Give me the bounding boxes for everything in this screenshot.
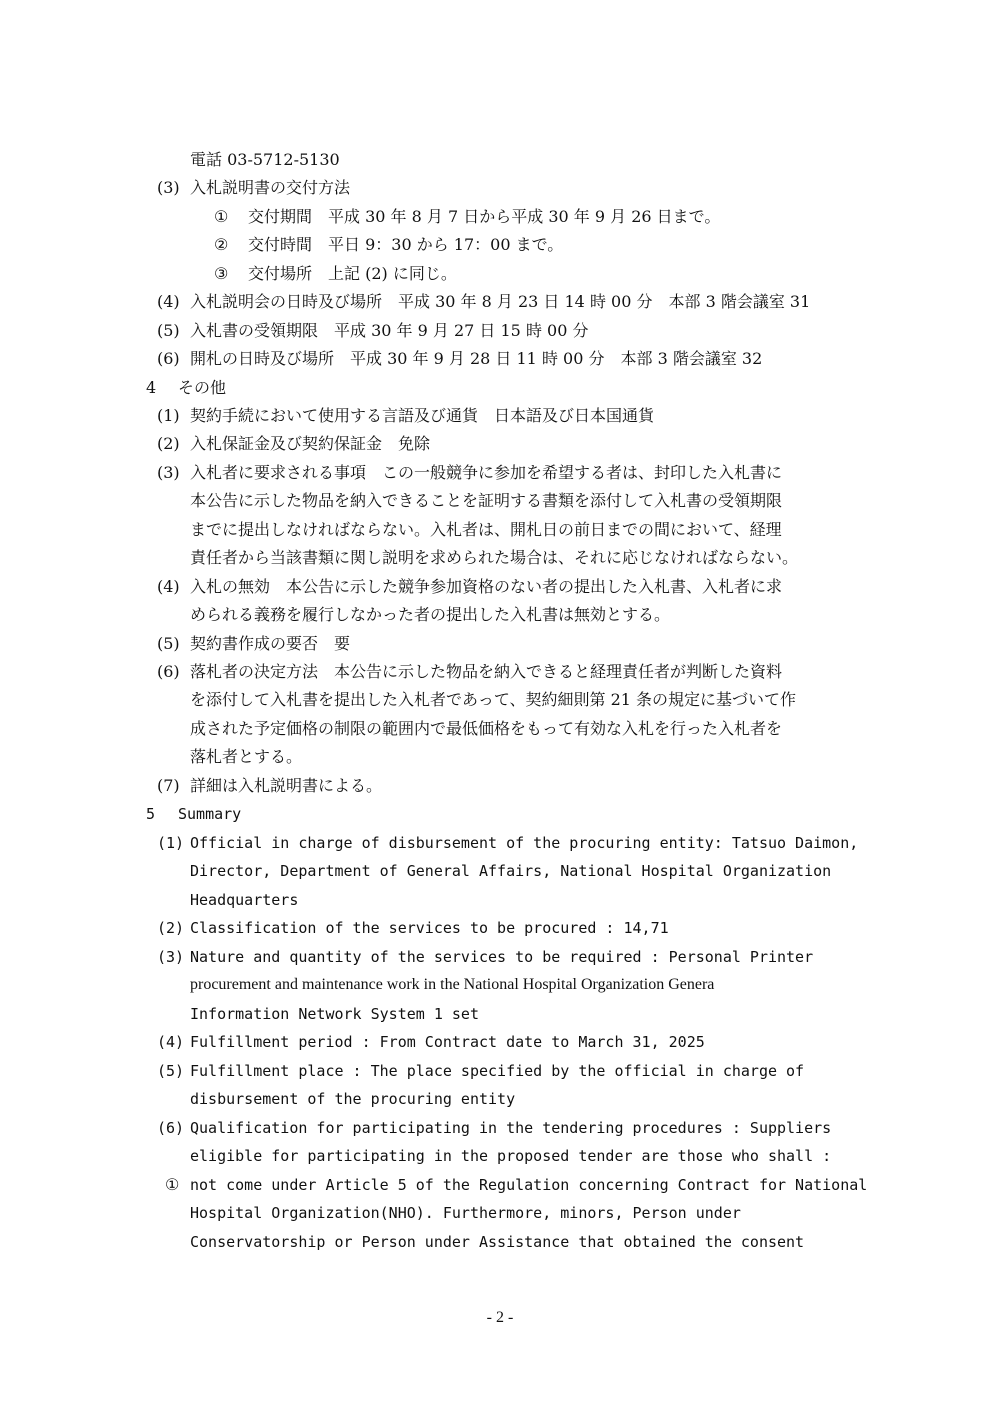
s5-item-4-line-1: Fulfillment period : From Contract date to March 31, 2025 <box>190 1033 705 1051</box>
sub-item-1-number: ① <box>214 207 229 226</box>
s4-item-6-line-1: 落札者の決定方法 本公告に示した物品を納入できると経理責任者が判断した資料 <box>190 662 783 681</box>
s5-item-5-line-1: Fulfillment place : The place specified by the official in charge of <box>190 1062 805 1080</box>
s5-item-1-line-1: Official in charge of disbursement of the procuring entity: Tatsuo Daimon, <box>190 834 859 852</box>
s5-item-6-line-1: Qualification for participating in the tendering procedures : Suppliers <box>190 1119 832 1137</box>
phone-line: 電話 03-5712-5130 <box>190 150 340 169</box>
sub-item-2-text: 交付時間 平日 9：30 から 17：00 まで。 <box>248 235 564 254</box>
s4-item-4-line-1: 入札の無効 本公告に示した競争参加資格のない者の提出した入札書、入札者に求 <box>190 577 783 596</box>
item-3-text: 入札説明書の交付方法 <box>190 178 351 197</box>
s4-item-2-line-1: 入札保証金及び契約保証金 免除 <box>190 434 431 453</box>
item-5-number: (5) <box>157 321 180 340</box>
s5-item-6-number: (6) <box>157 1119 185 1137</box>
s4-item-1-line-1: 契約手続において使用する言語及び通貨 日本語及び日本国通貨 <box>190 406 655 425</box>
page-number: - 2 - <box>486 1309 514 1326</box>
s5-item-3-line-3: Information Network System 1 set <box>190 1005 479 1023</box>
s4-item-4-number: (4) <box>157 577 180 596</box>
sub-item-3-text: 交付場所 上記 (2) に同じ。 <box>248 264 457 283</box>
s5-item-3-line-2: procurement and maintenance work in the National Hospital Organization Genera <box>190 976 715 993</box>
s5-item-2-number: (2) <box>157 919 185 937</box>
s5-item-1-line-3: Headquarters <box>190 891 299 909</box>
sub-item-3-number: ③ <box>214 264 229 283</box>
item-4-text: 入札説明会の日時及び場所 平成 30 年 8 月 23 日 14 時 00 分 本部 3 階会議室 31 <box>190 292 811 311</box>
s5-sub-item-1-number: ① <box>165 1175 180 1194</box>
section-5-title: Summary <box>178 805 242 823</box>
s5-sub-item-1-line-3: Conservatorship or Person under Assistance that obtained the consent <box>190 1233 805 1251</box>
s4-item-3-line-4: 責任者から当該書類に関し説明を求められた場合は、それに応じなければならない。 <box>190 548 799 567</box>
s4-item-2-number: (2) <box>157 434 180 453</box>
s5-item-3-number: (3) <box>157 948 185 966</box>
item-3-number: (3) <box>157 178 180 197</box>
section-4-number: 4 <box>146 378 157 397</box>
s5-item-1-number: (1) <box>157 834 185 852</box>
sub-item-1-text: 交付期間 平成 30 年 8 月 7 日から平成 30 年 9 月 26 日まで。 <box>248 207 721 226</box>
s4-item-6-number: (6) <box>157 662 180 681</box>
sub-item-2-number: ② <box>214 235 229 254</box>
s5-item-5-line-2: disbursement of the procuring entity <box>190 1090 516 1108</box>
s4-item-3-line-2: 本公告に示した物品を納入できることを証明する書類を添付して入札書の受領期限 <box>190 491 783 510</box>
s4-item-3-line-3: までに提出しなければならない。入札者は、開札日の前日までの間において、経理 <box>190 520 782 539</box>
s4-item-3-number: (3) <box>157 463 180 482</box>
s5-item-2-line-1: Classification of the services to be procured : 14,71 <box>190 919 669 937</box>
s4-item-7-line-1: 詳細は入札説明書による。 <box>190 776 383 795</box>
s4-item-3-line-1: 入札者に要求される事項 この一般競争に参加を希望する者は、封印した入札書に <box>190 463 783 482</box>
item-4-number: (4) <box>157 292 180 311</box>
s5-item-4-number: (4) <box>157 1033 185 1051</box>
s5-item-6-line-2: eligible for participating in the proposed tender are those who shall : <box>190 1147 832 1165</box>
s4-item-5-number: (5) <box>157 634 180 653</box>
section-5-number: 5 <box>146 805 156 823</box>
s4-item-7-number: (7) <box>157 776 180 795</box>
s5-sub-item-1-line-1: not come under Article 5 of the Regulation concerning Contract for National <box>190 1176 868 1194</box>
s5-item-5-number: (5) <box>157 1062 185 1080</box>
section-4-title: その他 <box>178 378 227 397</box>
s5-sub-item-1-line-2: Hospital Organization(NHO). Furthermore, minors, Person under <box>190 1204 741 1222</box>
s4-item-4-line-2: められる義務を履行しなかった者の提出した入札書は無効とする。 <box>190 605 671 624</box>
s4-item-6-line-2: を添付して入札書を提出した入札者であって、契約細則第 21 条の規定に基づいて作 <box>190 690 797 709</box>
s4-item-6-line-3: 成された予定価格の制限の範囲内で最低価格をもって有効な入札を行った入札者を <box>190 719 783 738</box>
item-5-text: 入札書の受領期限 平成 30 年 9 月 27 日 15 時 00 分 <box>190 321 589 340</box>
s5-item-1-line-2: Director, Department of General Affairs, National Hospital Organization <box>190 862 832 880</box>
s4-item-5-line-1: 契約書作成の要否 要 <box>190 634 351 653</box>
s4-item-6-line-4: 落札者とする。 <box>190 747 303 766</box>
item-6-text: 開札の日時及び場所 平成 30 年 9 月 28 日 11 時 00 分 本部 3 階会議室 32 <box>190 349 763 368</box>
s4-item-1-number: (1) <box>157 406 180 425</box>
s5-item-3-line-1: Nature and quantity of the services to be required : Personal Printer <box>190 948 814 966</box>
item-6-number: (6) <box>157 349 180 368</box>
